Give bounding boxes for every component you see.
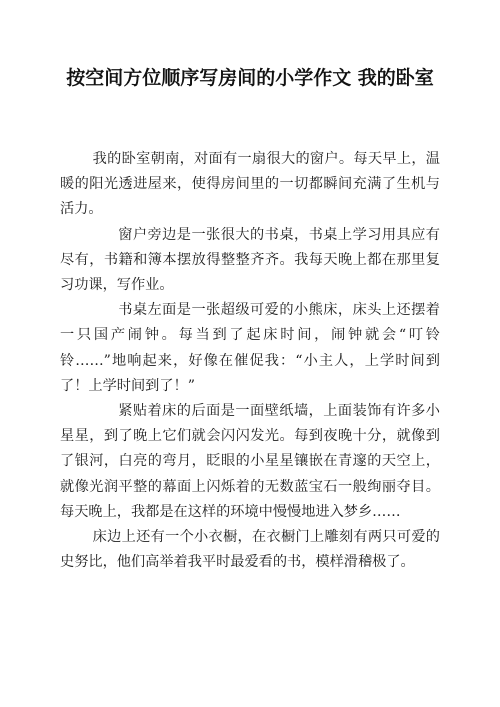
paragraph-5: 床边上还有一个小衣橱，在衣橱门上雕刻有两只可爱的史努比，他们高举着我平时最爱看的书，模样滑稽极了。 [60, 529, 440, 571]
paragraph-2: 窗户旁边是一张很大的书桌，书桌上学习用具应有尽有，书籍和簿本摆放得整整齐齐。我每天晚上都在那里复习功课，写作业。 [60, 226, 440, 294]
document-title: 按空间方位顺序写房间的小学作文 我的卧室 [66, 67, 434, 89]
paragraph-4: 紧贴着床的后面是一面壁纸墙，上面装饰有许多小星星，到了晚上它们就会闪闪发光。每到夜晚十分，就像到了银河，白亮的弯月，眨眼的小星星镶嵌在青邃的天空上，就像光润平整的幕面上闪烁着的无数蓝宝石一般绚丽夺目。每天晚上，我都是在这样的环境中慢慢地进入梦乡…… [60, 403, 440, 520]
paragraph-3: 书桌左面是一张超级可爱的小熊床，床头上还摆着一只国产闹钟。每当到了起床时间，闹钟就会“叮铃铃……”地响起来，好像在催促我：“小主人，上学时间到了！上学时间到了！” [60, 302, 440, 394]
document-body [60, 147, 440, 575]
paragraph-1: 我的卧室朝南，对面有一扇很大的窗户。每天早上，温暖的阳光透进屋来，使得房间里的一切都瞬间充满了生机与活力。 [60, 151, 440, 218]
